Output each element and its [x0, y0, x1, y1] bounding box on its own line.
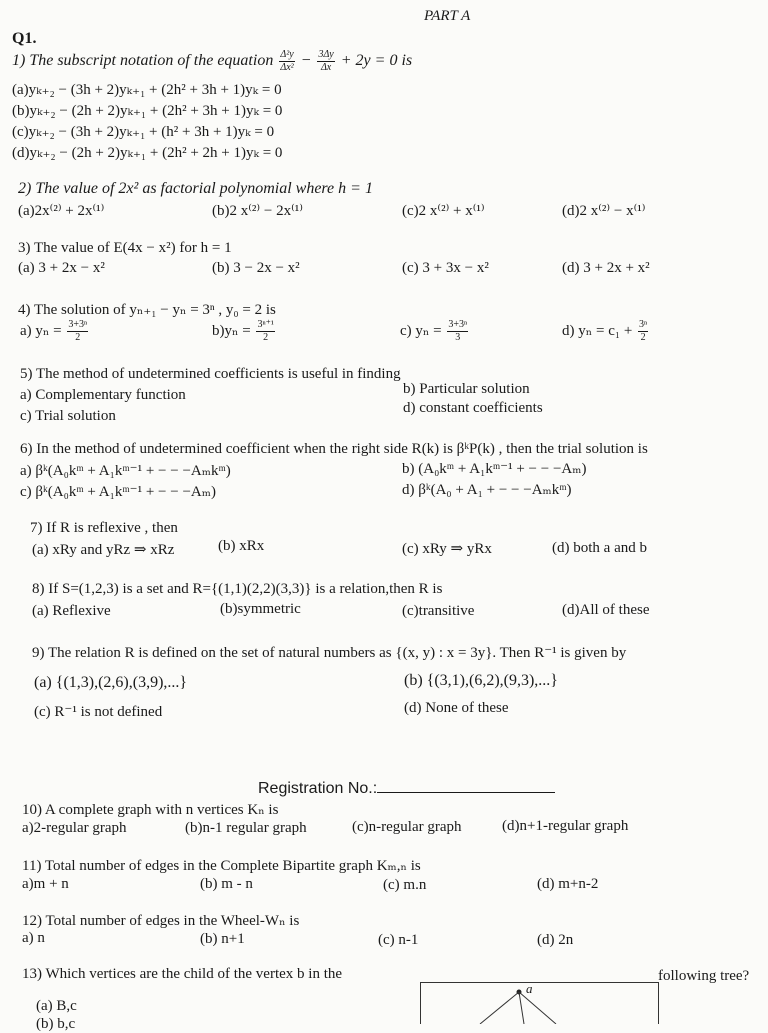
q1-option-b[interactable]: (b)yₖ₊₂ − (2h + 2)yₖ₊₁ + (2h² + 3h + 1)yₖ = 0: [12, 103, 283, 119]
q4-d-fraction: [638, 320, 648, 343]
q2-option-c[interactable]: (c)2 x⁽²⁾ + x⁽¹⁾: [402, 203, 485, 219]
q4-option-c[interactable]: [400, 320, 470, 343]
tree-frame: [421, 983, 659, 1025]
q13-tree-figure: [420, 982, 660, 1024]
q4-d-prefix: d) yₙ = c₁ +: [562, 322, 633, 339]
q12-option-c[interactable]: (c) n-1: [378, 932, 419, 948]
q8-option-b[interactable]: (b)symmetric: [220, 601, 301, 617]
q1-option-a[interactable]: (a)yₖ₊₂ − (3h + 2)yₖ₊₁ + (2h² + 3h + 1)yₖ = 0: [12, 82, 282, 98]
q10-option-a[interactable]: a)2-regular graph: [22, 820, 127, 836]
q7-option-a[interactable]: (a) xRy and yRz ⇒ xRz: [32, 542, 175, 558]
q4-b-fraction: [256, 320, 274, 343]
q7-option-c[interactable]: (c) xRy ⇒ yRx: [402, 541, 492, 557]
q10-option-b[interactable]: (b)n-1 regular graph: [185, 820, 307, 836]
q6-option-c[interactable]: c) βᵏ(A₀kᵐ + A₁kᵐ⁻¹ + − − −Aₘ): [20, 484, 216, 500]
q9-option-a[interactable]: (a) {(1,3),(2,6),(3,9),...}: [34, 674, 188, 691]
q13-option-a[interactable]: (a) B,c: [36, 998, 77, 1014]
q1-option-c[interactable]: (c)yₖ₊₂ − (3h + 2)yₖ₊₁ + (h² + 3h + 1)yₖ = 0: [12, 124, 275, 140]
tree-root-label: a: [526, 981, 533, 996]
q11-option-d[interactable]: (d) m+n-2: [537, 876, 599, 892]
q9-option-b[interactable]: (b) {(3,1),(6,2),(9,3),...}: [404, 672, 558, 689]
q4-a-num: 3+3ⁿ: [68, 319, 88, 330]
q4-d-num: 3ⁿ: [639, 319, 648, 330]
q3-option-a[interactable]: (a) 3 + 2x − x²: [18, 260, 105, 276]
q5-option-c[interactable]: c) Trial solution: [20, 408, 116, 424]
q11-question: 11) Total number of edges in the Complete Bipartite graph Kₘ,ₙ is: [22, 858, 421, 874]
q10-option-c[interactable]: (c)n-regular graph: [352, 819, 462, 835]
q3-option-b[interactable]: (b) 3 − 2x − x²: [212, 260, 300, 276]
registration-label: Registration No.:: [258, 780, 378, 797]
q9-question: 9) The relation R is defined on the set of natural numbers as {(x, y) : x = 3y}. Then R⁻¹ is given by: [32, 645, 627, 661]
q6-option-b[interactable]: b) (A₀kᵐ + A₁kᵐ⁻¹ + − − −Aₘ): [402, 461, 587, 477]
q4-option-b[interactable]: [212, 320, 277, 343]
q8-question: 8) If S=(1,2,3) is a set and R={(1,1)(2,2)(3,3)} is a relation,then R is: [32, 581, 443, 597]
q4-option-a[interactable]: [20, 320, 90, 343]
q7-question: 7) If R is reflexive , then: [30, 520, 178, 536]
q1-question: [12, 50, 412, 73]
q5-option-b[interactable]: b) Particular solution: [403, 381, 530, 397]
tree-edge-right: [519, 992, 556, 1024]
q11-option-c[interactable]: (c) m.n: [383, 877, 427, 893]
q4-c-fraction: [447, 320, 468, 343]
q7-option-d[interactable]: (d) both a and b: [552, 540, 647, 556]
q13-option-b[interactable]: (b) b,c: [36, 1016, 76, 1032]
q2-option-d[interactable]: (d)2 x⁽²⁾ − x⁽¹⁾: [562, 203, 646, 219]
q4-option-d[interactable]: [562, 320, 650, 343]
q10-question: 10) A complete graph with n vertices Kₙ is: [22, 802, 279, 818]
q2-option-b[interactable]: (b)2 x⁽²⁾ − 2x⁽¹⁾: [212, 203, 303, 219]
q1-frac2-den: Δx: [320, 62, 332, 73]
q2-option-a[interactable]: (a)2x⁽²⁾ + 2x⁽¹⁾: [18, 203, 105, 219]
q4-c-prefix: c) yₙ =: [400, 322, 442, 339]
q12-option-d[interactable]: (d) 2n: [537, 932, 574, 948]
q1-fraction-2: [317, 50, 334, 73]
q1-option-d[interactable]: (d)yₖ₊₂ − (2h + 2)yₖ₊₁ + (2h² + 2h + 1)yₖ = 0: [12, 145, 283, 161]
section-label: Q1.: [12, 30, 37, 47]
q4-a-prefix: a) yₙ =: [20, 322, 62, 339]
registration-blank-line[interactable]: [377, 792, 555, 793]
q1-fraction-1: [279, 50, 294, 73]
registration-field[interactable]: [258, 780, 555, 798]
q8-option-d[interactable]: (d)All of these: [562, 602, 650, 618]
q6-question: 6) In the method of undetermined coefficient when the right side R(k) is βᵏP(k) , then the trial solution is: [20, 441, 648, 457]
q5-question: 5) The method of undetermined coefficients is useful in finding: [20, 366, 401, 382]
q3-question: 3) The value of E(4x − x²) for h = 1: [18, 240, 232, 256]
q11-option-a[interactable]: a)m + n: [22, 876, 69, 892]
q4-a-fraction: [67, 320, 88, 343]
q13-question-end: following tree?: [658, 968, 750, 984]
q12-option-a[interactable]: a) n: [22, 930, 45, 946]
q3-option-c[interactable]: (c) 3 + 3x − x²: [402, 260, 489, 276]
q5-option-a[interactable]: a) Complementary function: [20, 387, 186, 403]
q5-option-d[interactable]: d) constant coefficients: [403, 400, 543, 416]
q4-b-num: 3ⁿ⁺¹: [257, 319, 274, 330]
q9-option-d[interactable]: (d) None of these: [404, 700, 509, 716]
q1-text-before: 1) The subscript notation of the equation: [12, 52, 274, 70]
q1-frac2-num: 3Δy: [318, 49, 334, 60]
part-heading: PART A: [424, 8, 471, 24]
q8-option-a[interactable]: (a) Reflexive: [32, 603, 111, 619]
q1-frac1-den: Δx²: [280, 62, 294, 73]
q11-option-b[interactable]: (b) m - n: [200, 876, 253, 892]
q4-a-den: 2: [75, 332, 81, 343]
q7-option-b[interactable]: (b) xRx: [218, 538, 265, 554]
q4-question: 4) The solution of yₙ₊₁ − yₙ = 3ⁿ , y₀ = 2 is: [18, 302, 276, 318]
q8-option-c[interactable]: (c)transitive: [402, 603, 475, 619]
q6-option-d[interactable]: d) βᵏ(A₀ + A₁ + − − −Aₘkᵐ): [402, 482, 572, 498]
q3-option-d[interactable]: (d) 3 + 2x + x²: [562, 260, 650, 276]
tree-edge-mid: [519, 992, 524, 1024]
tree-edge-left: [480, 992, 519, 1024]
q1-minus: −: [300, 52, 312, 70]
q4-d-den: 2: [640, 332, 646, 343]
q4-b-prefix: b)yₙ =: [212, 322, 251, 339]
q12-option-b[interactable]: (b) n+1: [200, 931, 245, 947]
q4-c-den: 3: [455, 332, 461, 343]
q6-option-a[interactable]: a) βᵏ(A₀kᵐ + A₁kᵐ⁻¹ + − − −Aₘkᵐ): [20, 463, 231, 479]
q13-question: 13) Which vertices are the child of the vertex b in the: [22, 966, 343, 982]
q4-b-den: 2: [263, 332, 269, 343]
q1-frac1-num: Δ²y: [280, 49, 294, 60]
q12-question: 12) Total number of edges in the Wheel-Wₙ is: [22, 913, 300, 929]
q4-c-num: 3+3ⁿ: [448, 319, 468, 330]
q9-option-c[interactable]: (c) R⁻¹ is not defined: [34, 704, 163, 720]
q2-question: 2) The value of 2x² as factorial polynomial where h = 1: [18, 180, 373, 197]
q10-option-d[interactable]: (d)n+1-regular graph: [502, 818, 629, 834]
q1-text-after: + 2y = 0 is: [340, 52, 413, 70]
